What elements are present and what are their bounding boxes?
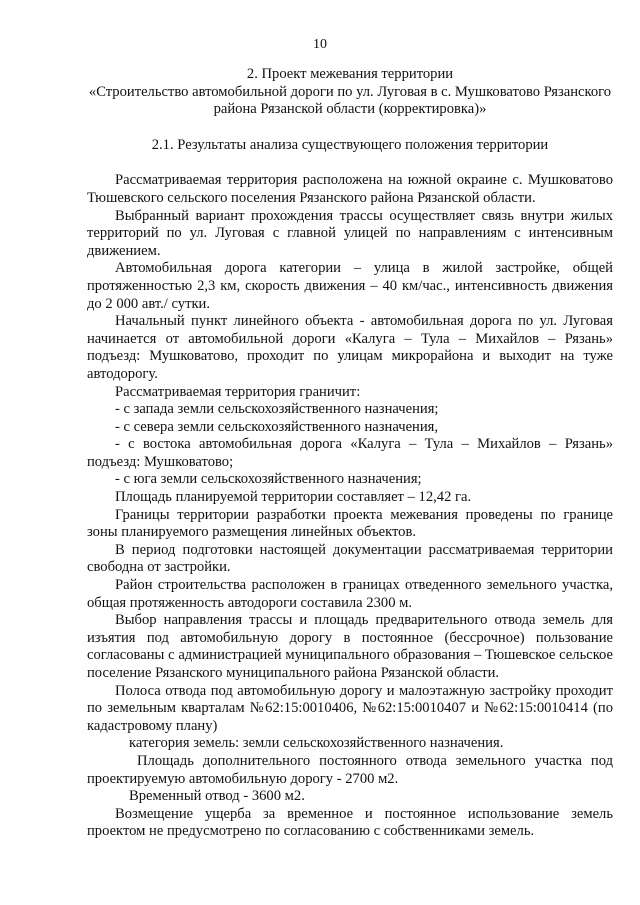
- document-body: [87, 66, 613, 841]
- paragraph-route-variant: Выбранный вариант прохождения трассы осуществляет связь внутри жилых территорий по ул. Луговая с главной улицей по направлениям с интенсивным движением.: [87, 207, 613, 259]
- paragraph-right-of-way: Полоса отвода под автомобильную дорогу и малоэтажную застройку проходит по земельным кварталам №62:15:0010406, №62:15:0010407 и №62:15:0010414 (по кадастровому плану): [87, 682, 613, 734]
- list-item-west: - с запада земли сельскохозяйственного назначения;: [115, 401, 439, 418]
- paragraph-compensation: Возмещение ущерба за временное и постоянное использование земель проектом не предусмотрено по согласованию с собственниками земель.: [87, 805, 613, 840]
- page-number: 10: [313, 37, 327, 52]
- paragraph-borders-intro: Рассматриваемая территория граничит:: [115, 383, 361, 400]
- paragraph-construction-area: Район строительства расположен в границах отведенного земельного участка, общая протяженность автодороги составила 2300 м.: [87, 577, 613, 611]
- paragraph-road-category: Автомобильная дорога категории – улица в жилой застройке, общей протяженностью 2,3 км, скорость движения – 40 км/час., интенсивность движения до 2 000 авт./ сутки.: [87, 260, 613, 312]
- document-title-line-1: 2. Проект межевания территории: [246, 66, 454, 82]
- list-item-south: - с юга земли сельскохозяйственного назначения;: [115, 471, 422, 488]
- paragraph-land-category: категория земель: земли сельскохозяйственного назначения.: [129, 735, 504, 752]
- paragraph-start-point: Начальный пункт линейного объекта - автомобильная дорога по ул. Луговая начинается от автомобильной дороги «Калуга – Тула – Михайлов – Рязань» подъезд: Мушковатово, проходит по улицам микрорайона и выходит на туже автодорогу.: [87, 313, 613, 382]
- paragraph-temporary-allotment: Временный отвод - 3600 м2.: [129, 788, 305, 805]
- list-item-north: - с севера земли сельскохозяйственного назначения,: [115, 418, 439, 435]
- paragraph-location: Рассматриваемая территория расположена на южной окраине с. Мушковатово Тюшевского сельского поселения Рязанского района Рязанской области.: [87, 172, 613, 206]
- paragraph-additional-area: Площадь дополнительного постоянного отвода земельного участка под проектируемую автомобильную дорогу - 2700 м2.: [87, 752, 613, 787]
- paragraph-route-choice: Выбор направления трассы и площадь предварительного отвода земель для изъятия под автомобильную дорогу в постоянное (бессрочное) пользование согласованы с администрацией муниципального образования – Тюшевское сельское поселение Рязанского муниципального района Рязанской области.: [87, 612, 613, 681]
- paragraph-free-territory: В период подготовки настоящей документации рассматриваемая территории свободна от застройки.: [87, 541, 613, 576]
- section-title: 2.1. Результаты анализа существующего положения территории: [151, 136, 549, 153]
- list-item-east: - с востока автомобильная дорога «Калуга – Тула – Михайлов – Рязань» подъезд: Мушковатово;: [87, 436, 613, 470]
- document-title-line-2: «Строительство автомобильной дороги по ул. Луговая в с. Мушковатово Рязанского района Рязанской области (корректировка)»: [88, 83, 612, 118]
- paragraph-area: Площадь планируемой территории составляет – 12,42 га.: [115, 489, 472, 506]
- paragraph-boundaries: Границы территории разработки проекта межевания проведены по границе зоны планируемого размещения линейных объектов.: [87, 506, 613, 541]
